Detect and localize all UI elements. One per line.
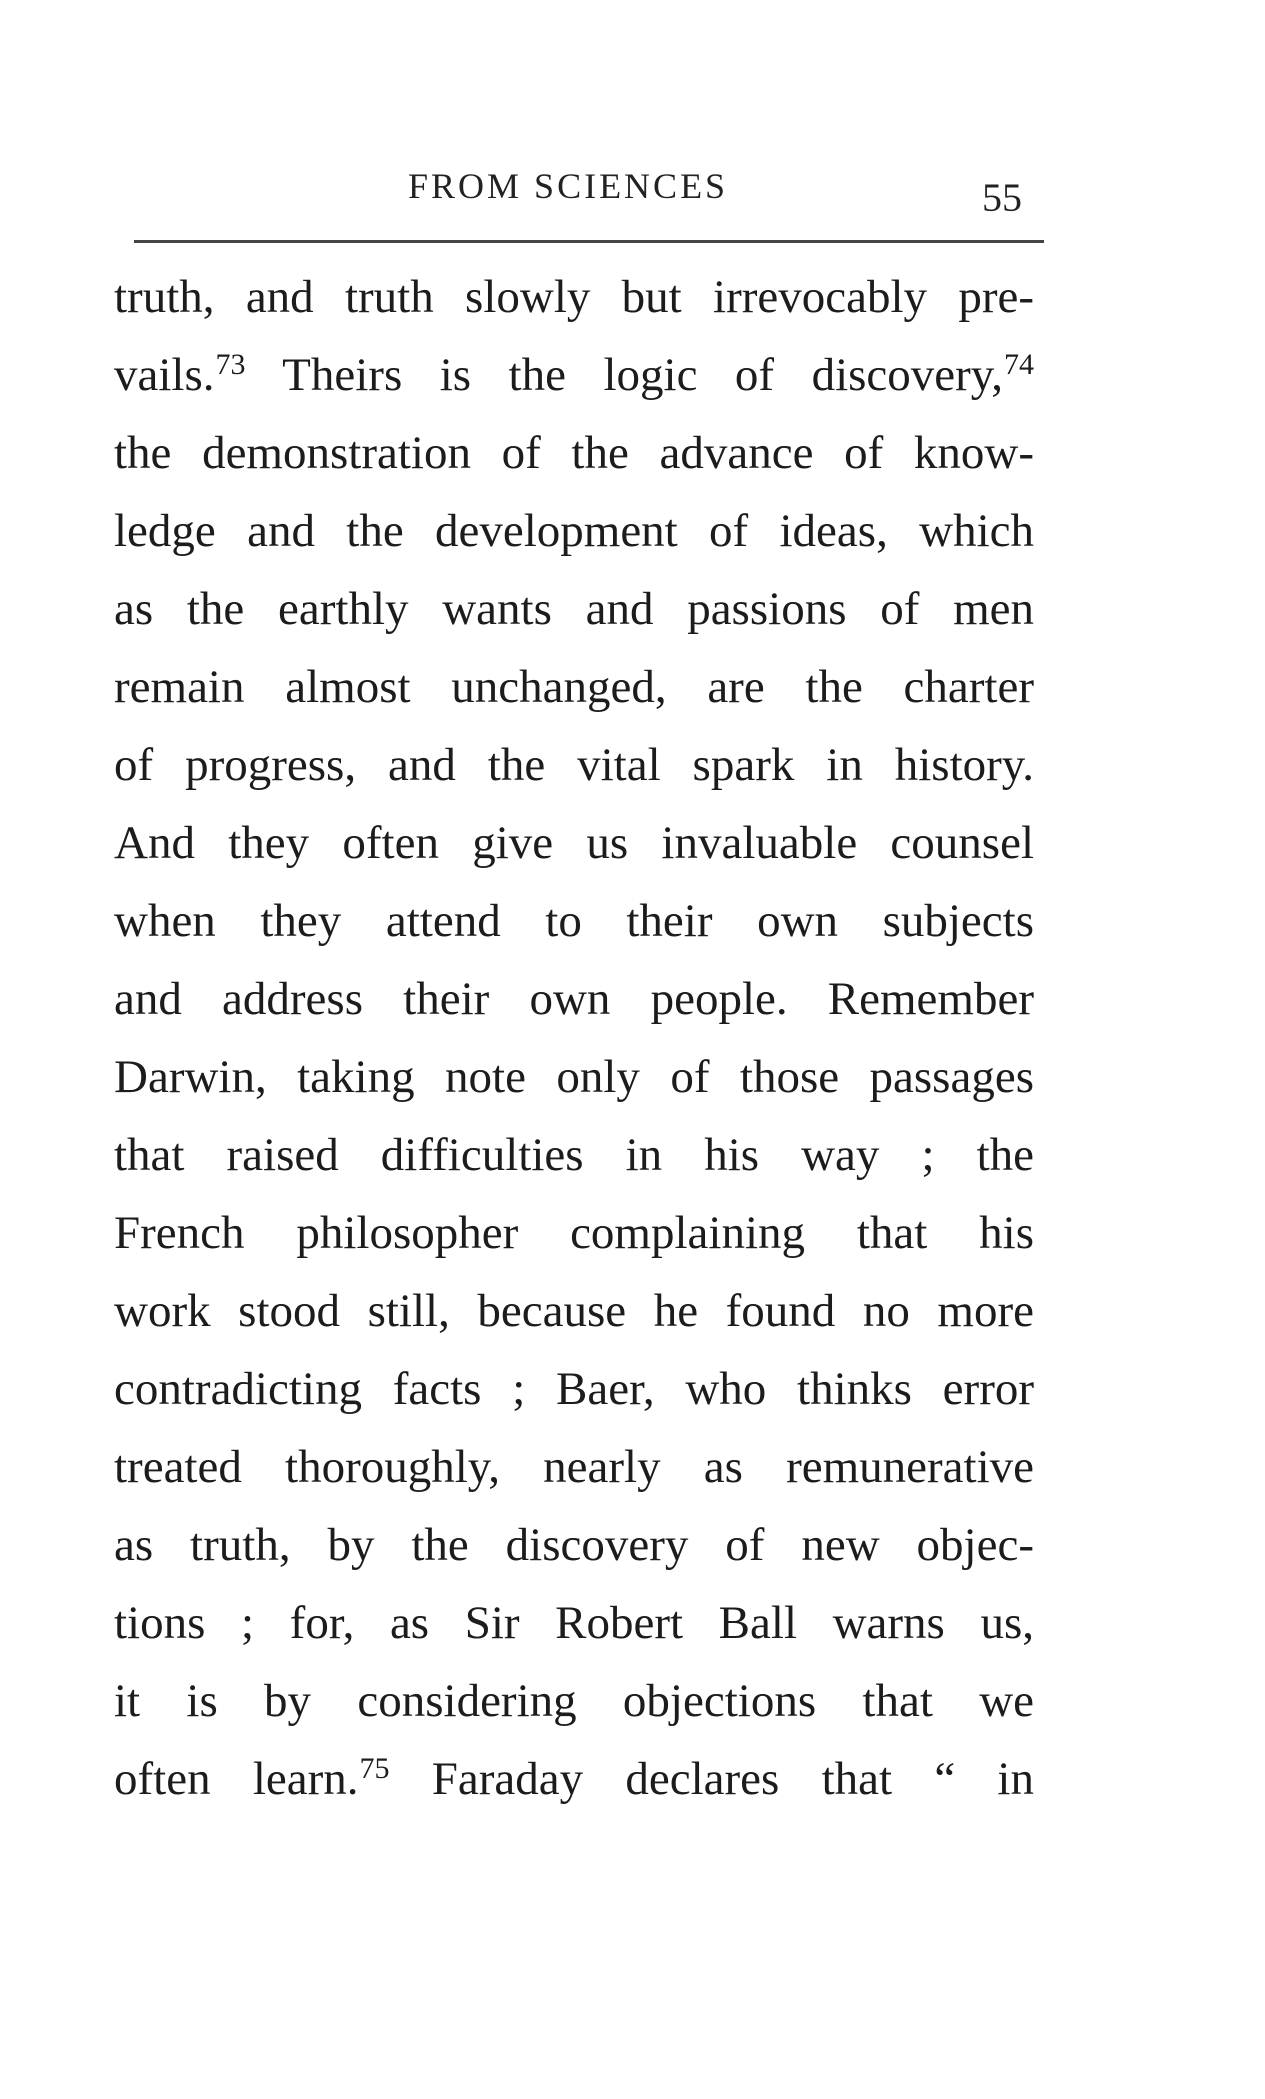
running-head: FROM SCIENCES [408,166,729,206]
text-line: truth, and truth slowly but irrevocably pre- [114,271,1034,323]
footnote-ref: 75 [359,1752,390,1785]
text-line [114,1740,1034,1818]
text-line: tions ; for, as Sir Robert Ball warns us, [114,1597,1034,1649]
text-line: And they often give us invaluable counsel [114,817,1034,869]
text-line: work stood still, because he found no more [114,1285,1034,1337]
text-line: French philosopher complaining that his [114,1207,1034,1259]
text-fragment: vails. [114,349,215,401]
footnote-ref: 74 [1004,348,1034,381]
text-line: ledge and the development of ideas, which [114,505,1034,557]
text-line: when they attend to their own subjects [114,895,1034,947]
text-line: it is by considering objections that we [114,1675,1034,1727]
page-number: 55 [982,175,1022,220]
text-line: as truth, by the discovery of new objec- [114,1519,1034,1571]
text-line: contradicting facts ; Baer, who thinks error [114,1363,1034,1415]
header-rule [134,240,1044,243]
text-line: of progress, and the vital spark in history. [114,739,1034,791]
body-text [114,258,1034,1818]
text-line: Darwin, taking note only of those passages [114,1051,1034,1103]
footnote-ref: 73 [215,348,246,381]
text-line: and address their own people. Remember [114,973,1034,1025]
text-fragment: Theirs is the logic of discovery, [245,349,1003,401]
text-fragment: often learn. [114,1753,359,1805]
text-line: that raised difficulties in his way ; the [114,1129,1034,1181]
text-line: as the earthly wants and passions of men [114,583,1034,635]
text-line: the demonstration of the advance of know- [114,427,1034,479]
text-line: treated thoroughly, nearly as remunerative [114,1441,1034,1493]
text-line: remain almost unchanged, are the charter [114,661,1034,713]
text-line [114,336,1034,414]
text-fragment: Faraday declares that “ in [389,1753,1034,1805]
